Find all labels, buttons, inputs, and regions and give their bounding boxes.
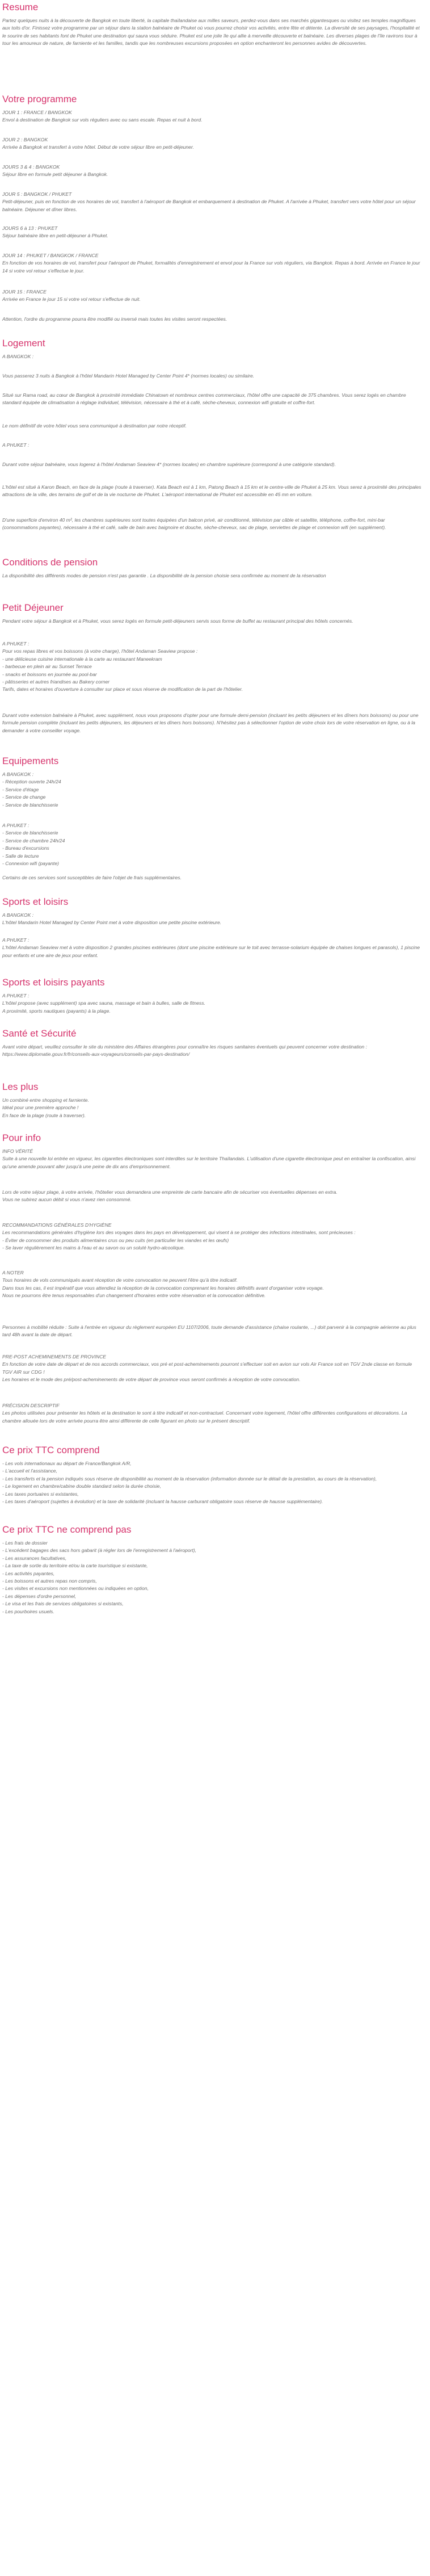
paragraph-logement-0: A BANGKOK : [2,354,34,359]
paragraph-resume-0: Partez quelques nuits à la découverte de Bangkok en toute liberté, la capitale thaïlandaise aux milles saveurs, perdez-vous dans ses marchés gigantesques ou visitez ses temples magnifiques aux toits d'or. Finissez votre programme par un séjour dans la station balnéaire de Phuket où vous pourrez choisir vos activités, entre fête et détente. La diversité de ses paysages, l'hospitalité et le sourire de ses habitants font de Phuket une destination qui saura vous séduire. Phuket est une jolie île qui allie à merveille découverte et balnéaire. Les diverses plages de l'île ravirons tour à tour les amoureux de nature, de farniente et les familles, tandis que les nombreuses excursions proposées en option enchanteront les personnes avides de découvertes. [2,18,420,47]
paragraph-sante-0: Avant votre départ, veuillez consulter le site du ministère des Affaires étrangères pour connaître les risques sanitaires éventuels qui peuvent concerner votre destination : https://www.diplomatie.gouv.fr/fr/conseils-aux-voyageurs/conseils-par-pays-destination/ [2,1044,367,1058]
section-heading-resume: Resume [2,2,39,12]
paragraph-programme-6: JOUR 15 : FRANCE Arrivée en France le jour 15 si votre vol retour s'effectue de nuit. [2,289,141,303]
paragraph-equipements-0: A BANGKOK : - Réception ouverte 24h/24 - Service d'étage - Service de change - Service de blanchisserie [2,771,61,808]
paragraph-logement-6: L'hôtel est situé à Karon Beach, en face de la plage (route à traverser). Kata Beach est à 1 km, Patong Beach à 15 km et le centre-ville de Phuket à 25 km. Vous serez à proximité des principales attractions de la ville, des terrains de golf et de la vie nocturne de Phuket. L'aéroport international de Phuket est accessible en 45 mn en voiture. [2,484,421,498]
paragraph-info-2: RECOMMANDATIONS GÉNÉRALES D'HYGIÈNE Les recommandations générales d'hygiène lors des voyages dans les pays en développement, qui visent à se protéger des infections intestinales, sont précieuses : - Éviter de consommer des produits alimentaires crus ou peu cuits (en particulier les viandes et les œufs) - Se laver régulièrement les mains à l'eau et au savon ou un soluté hydro-alcoolique. [2,1222,356,1251]
section-heading-pension: Conditions de pension [2,557,98,568]
paragraph-programme-7: Attention, l'ordre du programme pourra être modifié ou inversé mais toutes les visites seront respectées. [2,316,227,322]
paragraph-programme-3: JOUR 5 : BANGKOK / PHUKET Petit-déjeuner, puis en fonction de vos horaires de vol, transfert à l'aéroport de Bangkok et embarquement à destination de Phuket. A l'arrivée à Phuket, transfert vers votre hôtel pour un séjour balnéaire. Déjeuner et dîner libres. [2,191,416,212]
paragraph-sports-0: A BANGKOK : L'hôtel Mandarin Hotel Managed by Center Point met à votre disposition une petite piscine extérieure. [2,912,222,926]
paragraph-info-6: PRÉCISION DESCRIPTIF Les photos utilisées pour présenter les hôtels et la destination le sont à titre indicatif et non-contractuel. Concernant votre logement, l'hôtel offre différentes configurations et décorations. La chambre allouée lors de votre arrivée pourra être ainsi différente de celle figurant en photo sur le présent descriptif. [2,1403,407,1424]
paragraph-sports-1: A PHUKET : L'hôtel Andaman Seaview met à votre disposition 2 grandes piscines extérieures (dont une piscine extérieure sur le toit avec terrasse-solarium équipée de chaises longues et parasols), 1 piscine pour enfants et une aire de jeux pour enfant. [2,937,420,958]
paragraph-comprend_pas-0: - Les frais de dossier - L'excédent bagages des sacs hors gabarit (à régler lors de l'enregistrement à l'aéroport), - Les assurances facultatives, - La taxe de sortie du territoire et/ou la carte touristique si existante, - Les activités payantes, - Les boissons et autres repas non compris, - Les visites et excursions non mentionnées ou indiquées en option, - Les dépenses d'ordre personnel, - Le visa et les frais de services obligatoires si existants, - Les pourboires usuels. [2,1540,197,1614]
paragraph-info-5: PRE-POST ACHEMINEMENTS DE PROVINCE En fonction de votre date de départ et de nos accords commerciaux, vos pré et post-acheminements pourront s'effectuer soit en avion sur vols Air France soit en TGV 2nde classe en formule TGV AIR sur CDG ! Les horaires et le mode des pré/post-acheminements de votre départ de province vous seront confirmés à réception de votre convocation. [2,1354,412,1383]
section-heading-programme: Votre programme [2,94,77,104]
section-heading-comprend_pas: Ce prix TTC ne comprend pas [2,1524,132,1535]
paragraph-info-1: Lors de votre séjour plage, à votre arrivée, l'hôtelier vous demandera une empreinte de carte bancaire afin de sécuriser vos éventuelles dépenses en extra. Vous ne subirez aucun débit si vous n'avez rien consommé. [2,1189,338,1203]
paragraph-programme-0: JOUR 1 : FRANCE / BANGKOK Envol à destination de Bangkok sur vols réguliers avec ou sans escale. Repas et nuit à bord. [2,110,203,123]
paragraph-dejeuner-1: A PHUKET : Pour vos repas libres et vos boissons (à votre charge), l'hôtel Andaman Seaview propose : - une délicieuse cuisine internationale à la carte au restaurant Maneekram - barbecue en plein air au Sunset Terrace - snacks et boissons en journée au pool-bar - pâtisseries et autres friandises au Bakery corner Tarifs, dates et horaires d'ouverture à consulter sur place et sous réserve de modification de la part de l'hôtelier. [2,641,243,693]
section-heading-info: Pour info [2,1132,41,1143]
section-heading-dejeuner: Petit Déjeuner [2,602,64,613]
section-heading-sante: Santé et Sécurité [2,1028,77,1039]
paragraph-comprend-0: - Les vols internationaux au départ de France/Bangkok A/R, - L'accueil et l'assistance, - Les transferts et la pension indiqués sous réserve de disponibilité au moment de la réservation (information donnée sur le détail de la prestation, au cours de la réservation), - Le logement en chambre/cabine double standard selon la durée choisie, - Les taxes portuaires si existantes, - Les taxes d'aéroport (sujettes à évolution) et la taxe de solidarité (incluant la hausse carburant obligatoire sous réserve de hausse supplémentaire). [2,1461,377,1505]
paragraph-programme-2: JOURS 3 & 4 : BANGKOK Séjour libre en formule petit déjeuner à Bangkok. [2,164,108,178]
paragraph-logement-2: Situé sur Rama road, au cœur de Bangkok à proximité immédiate Chinatown et nombreux centres commerciaux, l'hôtel offre une capacité de 375 chambres. Vous serez logés en chambre standard équipée de climatisation à réglage individuel, télévision, nécessaire à thé et à café, sèche-cheveux, connexion wifi gratuite et coffre-fort. [2,392,406,406]
paragraph-programme-4: JOURS 6 à 13 : PHUKET Séjour balnéaire libre en petit-déjeuner à Phuket. [2,225,108,239]
section-heading-equipements: Equipements [2,756,59,766]
paragraph-plus-0: Un combiné entre shopping et farniente. Idéal pour une première approche ! En face de la plage (route à traverser). [2,1097,89,1118]
paragraph-programme-5: JOUR 14 : PHUKET / BANGKOK / FRANCE En fonction de vos horaires de vol, transfert pour l'aéroport de Phuket, formalités d'enregistrement et envol pour la France sur vols réguliers, via Bangkok. Repas à bord. Arrivée en France le jour 14 si votre vol retour s'effectue le jour. [2,253,420,274]
paragraph-sports_payants-0: A PHUKET : L'hôtel propose (avec supplément) spa avec sauna, massage et bain à bulles, salle de fitness. A proximité, sports nautiques (payants) à la plage. [2,993,206,1014]
paragraph-equipements-2: Certains de ces services sont susceptibles de faire l'objet de frais supplémentaires. [2,875,182,880]
paragraph-logement-3: Le nom définitif de votre hôtel vous sera communiqué à destination par notre réceptif. [2,423,187,429]
paragraph-info-3: A NOTER Tous horaires de vols communiqués avant réception de votre convocation ne peuvent l'être qu'à titre indicatif. Dans tous les cas, il est impératif que vous attendiez la réception de la convocation comprenant les horaires définitifs avant d'organiser votre voyage. Nous ne pourrons être tenus responsables d'un changement d'horaires entre votre réservation et la convocation définitive. [2,1270,324,1299]
section-heading-plus: Les plus [2,1081,39,1092]
paragraph-logement-7: D'une superficie d'environ 40 m², les chambres supérieures sont toutes équipées d'un balcon privé, air conditionné, télévision par câble et satellite, téléphone, coffre-fort, mini-bar (consommations payantes), nécessaire à thé et café, salle de bain avec baignoire et douche, sèche-cheveux, sac de plage, serviettes de plage et connexion wifi (en supplément). [2,517,386,531]
section-heading-logement: Logement [2,338,45,349]
paragraph-logement-5: Durant votre séjour balnéaire, vous logerez à l'hôtel Andaman Seaview 4* (normes locales) en chambre supérieure (correspond à une catégorie standard). [2,462,336,467]
paragraph-pension-0: La disponibilité des différents modes de pension n'est pas garantie . La disponibilité de la pension choisie sera confirmée au moment de la réservation [2,573,326,578]
paragraph-programme-1: JOUR 2 : BANGKOK Arrivée à Bangkok et transfert à votre hôtel. Début de votre séjour libre en petit-déjeuner. [2,137,194,150]
section-heading-sports_payants: Sports et loisirs payants [2,977,105,988]
paragraph-equipements-1: A PHUKET : - Service de blanchisserie - Service de chambre 24h/24 - Bureau d'excursions - Salle de lecture - Connexion wifi (payante) [2,823,65,867]
paragraph-info-0: INFO VÉRITÉ Suite à une nouvelle loi entrée en vigueur, les cigarettes électroniques sont interdites sur le territoire Thaïlandais. L'utilisation d'une cigarette électronique peut en entraîner la confiscation, ainsi qu'une amende pouvant aller jusqu'à une peine de dix ans d'emprisonnement. [2,1148,416,1169]
section-heading-comprend: Ce prix TTC comprend [2,1445,100,1455]
paragraph-logement-4: A PHUKET : [2,442,29,448]
paragraph-logement-1: Vous passerez 3 nuits à Bangkok à l'hôtel Mandarin Hotel Managed by Center Point 4* (normes locales) ou similaire. [2,373,255,379]
section-heading-sports: Sports et loisirs [2,896,69,907]
paragraph-dejeuner-0: Pendant votre séjour à Bangkok et à Phuket, vous serez logés en formule petit-déjeuners servis sous forme de buffet au restaurant principal des hôtels concernés. [2,618,353,624]
paragraph-info-4: Personnes à mobilité réduite : Suite à l'entrée en vigueur du règlement européen EU 1107/2006, toute demande d'assistance (chaise roulante, ...) doit parvenir à la compagnie aérienne au plus tard 48h avant la date de départ. [2,1324,416,1338]
paragraph-dejeuner-2: Durant votre extension balnéaire à Phuket, avec supplément, nous vous proposons d'opter pour une formule demi-pension (incluant les petits déjeuners et les dîners hors boissons) ou pour une formule pension complète (incluant les petits déjeuners, les déjeuners et les dîners hors boissons). N'hésitez pas à sélectionner l'option de votre choix lors de votre réservation en ligne, ou à la demander à votre conseiller voyage. [2,712,419,733]
